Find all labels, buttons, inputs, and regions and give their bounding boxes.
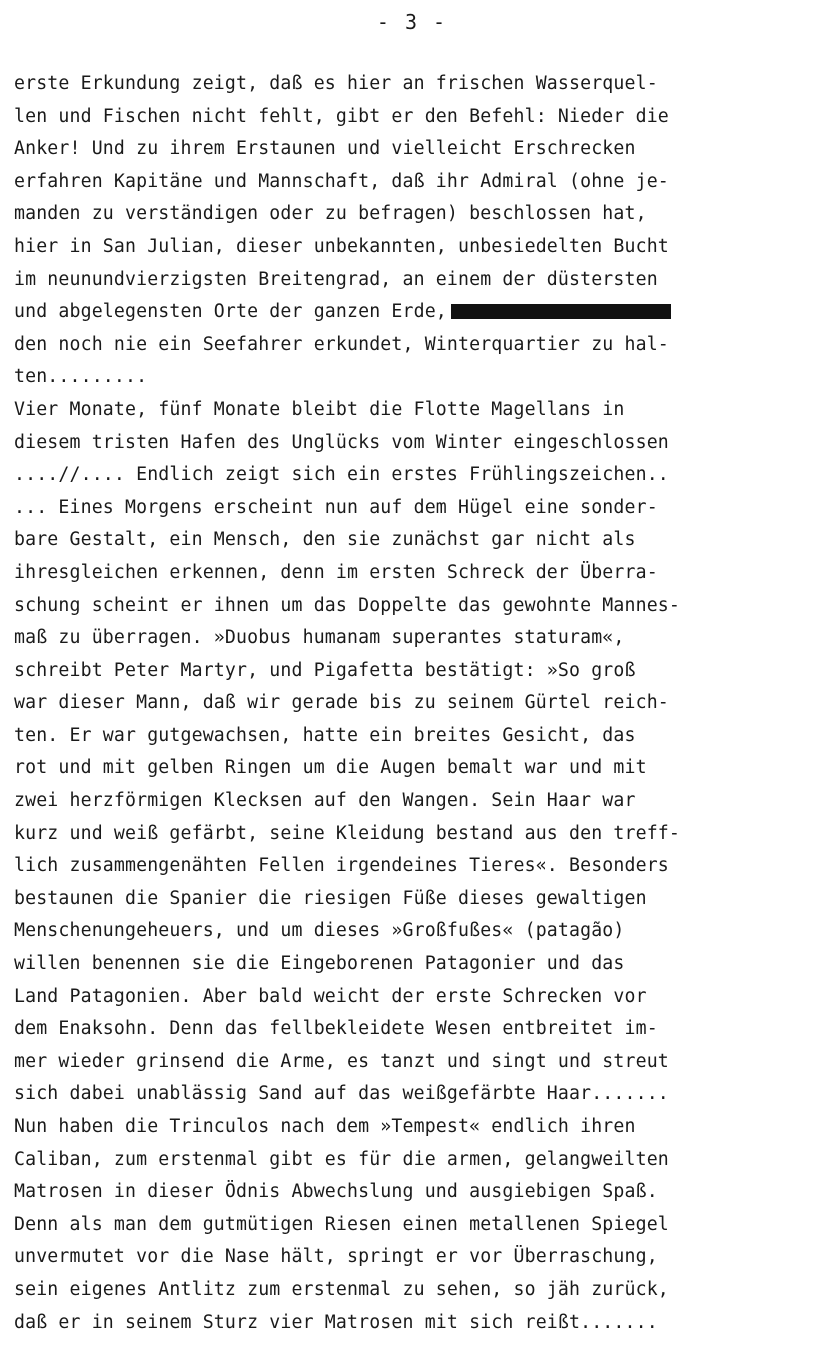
text-line: daß er in seinem Sturz vier Matrosen mit sich reißt....... [14, 1311, 658, 1333]
text-line: diesem tristen Hafen des Unglücks vom Winter eingeschlossen [14, 431, 669, 453]
body-text [14, 68, 814, 1339]
text-line: schreibt Peter Martyr, und Pigafetta bestätigt: »So groß [14, 659, 636, 681]
redaction-bar [451, 304, 671, 319]
text-line: Anker! Und zu ihrem Erstaunen und vielleicht Erschrecken [14, 138, 636, 160]
text-line: len und Fischen nicht fehlt, gibt er den Befehl: Nieder die [14, 105, 669, 127]
text-line: Matrosen in dieser Ödnis Abwechslung und ausgiebigen Spaß. [14, 1181, 658, 1203]
text-line: erste Erkundung zeigt, daß es hier an frischen Wasserquel- [14, 73, 658, 94]
text-line: Vier Monate, fünf Monate bleibt die Flotte Magellans in [14, 398, 625, 420]
text-line: im neunundvierzigsten Breitengrad, an einem der düstersten [14, 268, 658, 290]
text-line: bestaunen die Spanier die riesigen Füße dieses gewaltigen [14, 887, 647, 909]
text-line: dem Enaksohn. Denn das fellbekleidete Wesen entbreitet im- [14, 1018, 658, 1040]
text-line: manden zu verständigen oder zu befragen) beschlossen hat, [14, 203, 647, 225]
text-line: hier in San Julian, dieser unbekannten, unbesiedelten Bucht [14, 235, 669, 257]
text-line: den noch nie ein Seefahrer erkundet, Winterquartier zu hal- [14, 333, 669, 355]
text-line: mer wieder grinsend die Arme, es tanzt und singt und streut [14, 1050, 669, 1072]
text-line: ten......... [14, 366, 148, 388]
text-line: unvermutet vor die Nase hält, springt er vor Überraschung, [14, 1246, 658, 1268]
text-line: willen benennen sie die Eingeborenen Patagonier und das [14, 953, 625, 975]
text-line: rot und mit gelben Ringen um die Augen bemalt war und mit [14, 757, 647, 779]
text-line: lich zusammengenähten Fellen irgendeines Tieres«. Besonders [14, 855, 669, 877]
text-line: ihresgleichen erkennen, denn im ersten Schreck der Überra- [14, 561, 658, 583]
text-line: Denn als man dem gutmütigen Riesen einen metallenen Spiegel [14, 1213, 669, 1235]
text-line: Land Patagonien. Aber bald weicht der erste Schrecken vor [14, 985, 647, 1007]
text-line: Caliban, zum erstenmal gibt es für die armen, gelangweilten [14, 1148, 669, 1170]
text-line: Nun haben die Trinculos nach dem »Tempest« endlich ihren [14, 1116, 636, 1137]
text-line: schung scheint er ihnen um das Doppelte das gewohnte Mannes- [14, 594, 680, 616]
text-line: war dieser Mann, daß wir gerade bis zu seinem Gürtel reich- [14, 692, 669, 714]
text-line: sich dabei unablässig Sand auf das weißgefärbte Haar....... [14, 1083, 669, 1105]
text-line: ... Eines Morgens erscheint nun auf dem Hügel eine sonder- [14, 496, 658, 518]
text-line-with-redaction [14, 296, 814, 329]
text-line: erfahren Kapitäne und Mannschaft, daß ihr Admiral (ohne je- [14, 170, 669, 192]
text-line: ten. Er war gutgewachsen, hatte ein breites Gesicht, das [14, 724, 636, 746]
page-number: - 3 - [376, 10, 448, 34]
text-line: Menschenungeheuers, und um dieses »Großfußes« (patagão) [14, 920, 625, 942]
text-line-fragment: und abgelegensten Orte der ganzen Erde, [14, 301, 447, 323]
text-line: ....//.... Endlich zeigt sich ein erstes Frühlingszeichen.. [14, 464, 669, 486]
text-line: kurz und weiß gefärbt, seine Kleidung bestand aus den treff- [14, 822, 680, 844]
text-line: maß zu überragen. »Duobus humanam superantes staturam«, [14, 627, 625, 649]
text-line: bare Gestalt, ein Mensch, den sie zunächst gar nicht als [14, 529, 636, 551]
text-line: zwei herzförmigen Klecksen auf den Wangen. Sein Haar war [14, 790, 636, 812]
text-line: sein eigenes Antlitz zum erstenmal zu sehen, so jäh zurück, [14, 1278, 669, 1300]
